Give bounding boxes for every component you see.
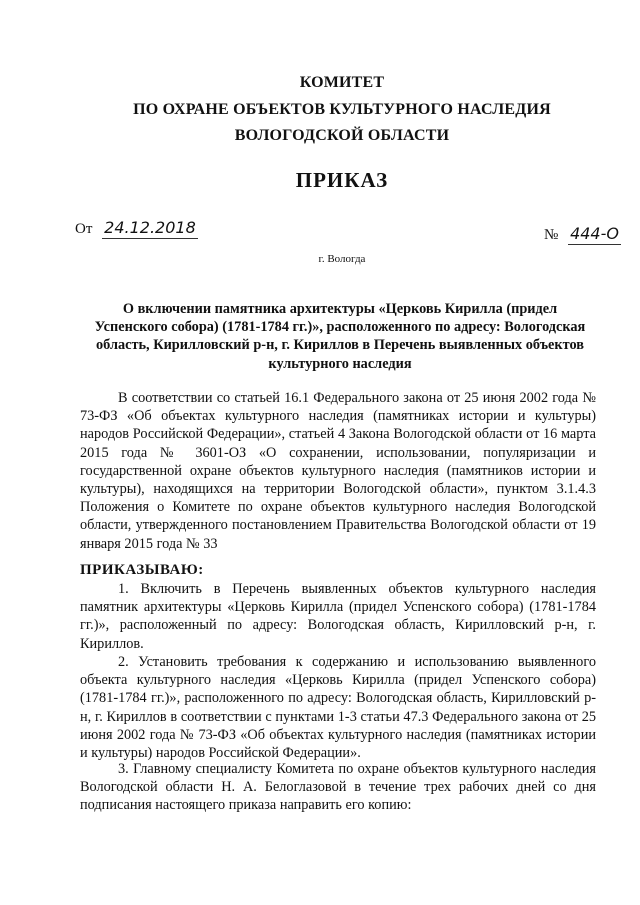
handwritten-date: 24.12.2018 bbox=[104, 218, 196, 237]
document-type-heading: ПРИКАЗ bbox=[295, 168, 389, 192]
order-date bbox=[75, 218, 198, 238]
order-verb: ПРИКАЗЫВАЮ: bbox=[80, 562, 204, 578]
order-item-1: 1. Включить в Перечень выявленных объектов культурного наследия памятник архитектуры «Церковь Кирилла (придел Успенского собора) (1781-1784 гг.)», расположенный по адресу: Вологодская область, Кирилловский р-н, г. Кириллов. bbox=[80, 581, 596, 652]
committee-name-line-2: ПО ОХРАНЕ ОБЪЕКТОВ КУЛЬТУРНОГО НАСЛЕДИЯ bbox=[133, 101, 551, 118]
committee-name-line-3: ВОЛОГОДСКОЙ ОБЛАСТИ bbox=[234, 127, 450, 144]
order-number bbox=[544, 224, 621, 244]
preamble-paragraph: В соответствии со статьей 16.1 Федерального закона от 25 июня 2002 года № 73-ФЗ «Об объектах культурного наследия (памятниках истории и культуры) народов Российской Федерации», статьей 4 Закона Вологодской области от 16 марта 2015 года № 3601-ОЗ «О сохранении, использовании, популяризации и государственной охране объектов культурного наследия (памятников истории и культуры), находящихся на территории Вологодской области», пунктом 3.1.4.3 Положения о Комитете по охране объектов культурного наследия Вологодской области, утвержденного постановлением Правительства Вологодской области от 19 января 2015 года № 33 bbox=[80, 390, 596, 552]
order-item-3: 3. Главному специалисту Комитета по охране объектов культурного наследия Вологодской области Н. А. Белоглазовой в течение трех рабочих дней со дня подписания настоящего приказа направить его копию: bbox=[80, 761, 596, 814]
city-label: г. Вологда bbox=[318, 253, 366, 265]
number-prefix: № bbox=[544, 227, 559, 243]
date-prefix: От bbox=[75, 221, 93, 237]
order-item-2: 2. Установить требования к содержанию и использованию выявленного объекта культурного наследия «Церковь Кирилла (придел Успенского собора) (1781-1784 гг.)», расположенного по адресу: Вологодская область, Кирилловский р-н, г. Кириллов в соответствии с пунктами 1-3 статьи 47.3 Федерального закона от 25 июня 2002 года № 73-ФЗ «Об объектах культурного наследия (памятниках истории и культуры) народов Российской Федерации». bbox=[80, 654, 596, 762]
committee-name-line-1: КОМИТЕТ bbox=[299, 74, 385, 91]
order-title: О включении памятника архитектуры «Церковь Кирилла (придел Успенского собора) (1781-1784 гг.)», расположенного по адресу: Вологодская область, Кирилловский р-н, г. Кириллов в Перечень выявленных объектов культурного наследия bbox=[94, 301, 586, 372]
handwritten-number: 444-О bbox=[570, 224, 619, 243]
